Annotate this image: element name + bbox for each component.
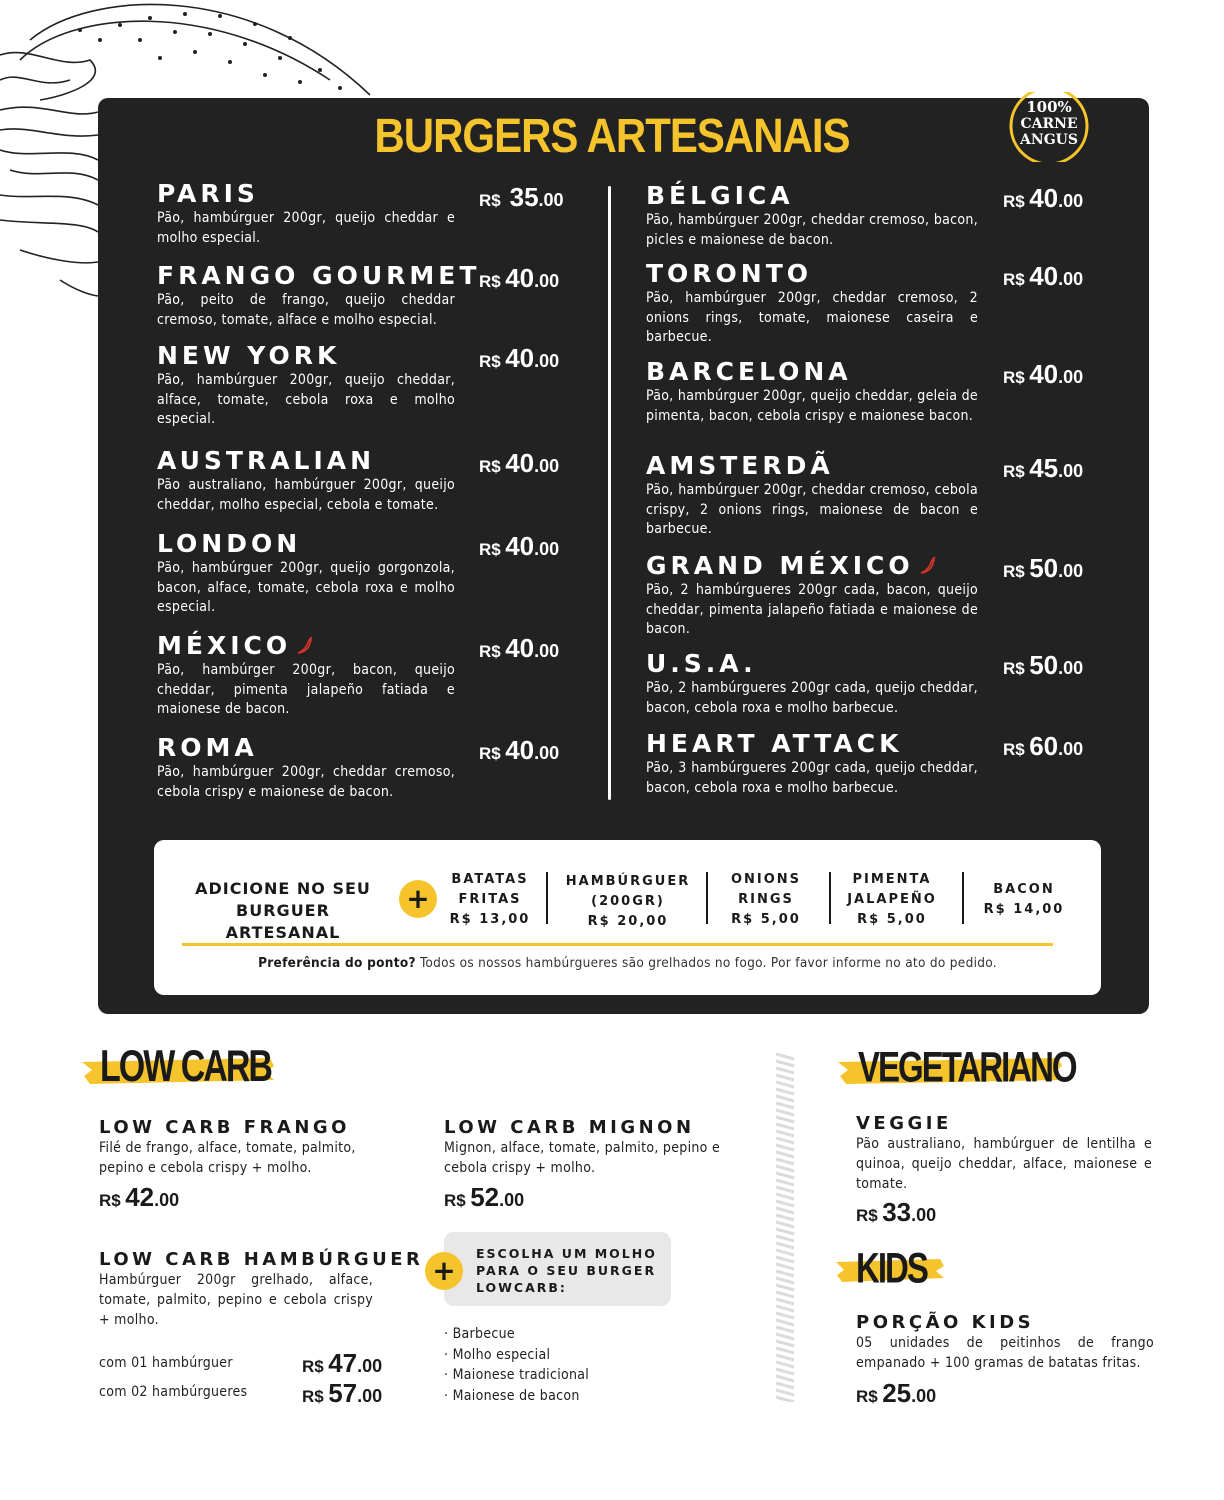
item-name: LOW CARB FRANGO (99, 1117, 350, 1138)
menu-item-roma (157, 734, 455, 802)
item-name: PORÇÃO KIDS (856, 1312, 1035, 1333)
board-title: BURGERS ARTESANAIS (374, 108, 850, 163)
chili-pepper-icon (295, 636, 315, 656)
addon-option-batatas: BATATAS FRITAS R$ 13,00 (449, 872, 531, 927)
item-desc: Pão, hambúrguer 200gr, cheddar cremoso, cebola crispy, 2 onions rings, maionese de bacon e barbecue. (646, 482, 978, 538)
item-name: AMSTERDÃ (646, 451, 834, 480)
angus-stamp-badge (1004, 92, 1094, 162)
menu-item-belgica (646, 182, 978, 250)
option-separator (962, 872, 964, 924)
variant-price: R$ 47.00 (302, 1348, 383, 1378)
menu-item-low-carb-frango (99, 1117, 389, 1179)
item-desc: Pão, 3 hambúrgueres 200gr cada, queijo cheddar, bacon, cebola roxa e molho barbecue. (646, 760, 978, 796)
zigzag-divider (774, 1052, 796, 1402)
doneness-note: Preferência do ponto? Todos os nossos hambúrgueres são grelhados no fogo. Por favor informe no ato do pedido. (258, 955, 997, 971)
item-desc: Pão, hambúrguer 200gr, cheddar cremoso, bacon, picles e maionese de bacon. (646, 212, 978, 248)
item-desc: Pão, peito de frango, queijo cheddar cremoso, tomate, alface e molho especial. (157, 292, 455, 328)
variant-label: com 02 hambúrgueres (99, 1384, 248, 1400)
option-separator (829, 872, 831, 924)
item-name: BARCELONA (646, 357, 852, 386)
item-name: LONDON (157, 529, 302, 558)
item-price: R$ 40.00 (479, 343, 560, 373)
item-desc: Pão, hambúrger 200gr, bacon, queijo cheddar, pimenta jalapeño fatiada e maionese de bacon. (157, 662, 455, 718)
item-desc: Pão, hambúrguer 200gr, queijo cheddar, geleia de pimenta, bacon, cebola crispy e maionese bacon. (646, 388, 978, 424)
menu-item-paris (157, 180, 455, 248)
item-name: GRAND MÉXICO (646, 551, 914, 580)
menu-item-australian (157, 447, 455, 515)
item-name: BÉLGICA (646, 181, 794, 210)
item-price: R$ 40.00 (479, 735, 560, 765)
list-item: · Molho especial (444, 1346, 551, 1363)
item-price: R$ 25.00 (856, 1378, 937, 1408)
addons-title: ADICIONE NO SEU BURGUER ARTESANAL (195, 879, 371, 942)
item-price: R$ 40.00 (479, 448, 560, 478)
item-price: R$ 40.00 (1003, 183, 1084, 213)
section-title-vegetariano: VEGETARIANO (858, 1042, 1076, 1091)
stamp-line-1: 100% (1026, 98, 1072, 116)
item-price: R$ 40.00 (479, 263, 560, 293)
item-price: R$ 42.00 (99, 1182, 180, 1212)
sauce-list (444, 1324, 589, 1406)
menu-item-london (157, 530, 455, 618)
item-desc: Mignon, alface, tomate, palmito, pepino e cebola crispy + molho. (444, 1140, 721, 1176)
plus-icon: + (399, 880, 437, 918)
plus-icon: + (425, 1252, 463, 1290)
menu-item-barcelona (646, 358, 978, 426)
item-name: VEGGIE (856, 1113, 952, 1134)
list-item: · Maionese de bacon (444, 1387, 580, 1404)
menu-item-new-york (157, 342, 455, 430)
variant-label: com 01 hambúrguer (99, 1355, 233, 1371)
item-desc: Pão, hambúrguer 200gr, queijo gorgonzola, bacon, alface, tomate, cebola roxa e molho especial. (157, 560, 455, 616)
menu-item-frango-gourmet (157, 262, 480, 330)
column-divider (608, 186, 611, 800)
item-desc: Pão australiano, hambúrguer de lentilha e quinoa, queijo cheddar, alface, maionese e tomate. (856, 1136, 1152, 1192)
chili-pepper-icon (918, 556, 938, 576)
option-separator (546, 872, 548, 924)
addon-option-onions-rings: ONIONS RINGS R$ 5,00 (730, 872, 802, 927)
menu-item-toronto (646, 260, 978, 348)
addon-option-pimenta: PIMENTA JALAPEÑO R$ 5,00 (847, 872, 937, 927)
menu-item-low-carb-hamburguer (99, 1249, 423, 1330)
menu-item-grand-mexico (646, 552, 978, 640)
menu-item-low-carb-mignon (444, 1117, 734, 1179)
addon-option-bacon: BACON R$ 14,00 (983, 882, 1065, 917)
item-name: HEART ATTACK (646, 729, 903, 758)
item-name: ROMA (157, 733, 258, 762)
menu-item-usa (646, 650, 978, 718)
item-price: R$ 45.00 (1003, 453, 1084, 483)
menu-item-porcao-kids (856, 1312, 1154, 1374)
item-desc: Pão, 2 hambúrgueres 200gr cada, queijo cheddar, bacon, cebola roxa e molho barbecue. (646, 680, 978, 716)
item-desc: Pão, hambúrguer 200gr, cheddar cremoso, 2 onions rings, tomate, maionese caseira e barbecue. (646, 290, 978, 346)
item-desc: Pão, 2 hambúrgueres 200gr cada, bacon, queijo cheddar, pimenta jalapeño fatiada e maionese de bacon. (646, 582, 978, 638)
item-price: R$ 50.00 (1003, 553, 1084, 583)
option-separator (706, 872, 708, 924)
menu-item-amsterda (646, 452, 978, 540)
menu-item-heart-attack (646, 730, 978, 798)
item-name: TORONTO (646, 259, 813, 288)
item-name: AUSTRALIAN (157, 446, 376, 475)
section-title-kids: KIDS (856, 1243, 927, 1292)
item-desc: Hambúrguer 200gr grelhado, alface, tomate, palmito, pepino e cebola crispy + molho. (99, 1272, 373, 1328)
yellow-divider-line (182, 943, 1053, 946)
item-price: R$ 33.00 (856, 1197, 937, 1227)
item-name: LOW CARB HAMBÚRGUER (99, 1249, 424, 1270)
stamp-line-2: CARNE (1020, 116, 1078, 132)
item-desc: 05 unidades de peitinhos de frango empanado + 100 gramas de batatas fritas. (856, 1335, 1154, 1371)
item-price: R$ 35.00 (479, 182, 564, 212)
item-price: R$ 40.00 (1003, 261, 1084, 291)
item-price: R$ 40.00 (479, 633, 560, 663)
list-item: · Barbecue (444, 1326, 515, 1342)
item-name: NEW YORK (157, 341, 341, 370)
item-name: MÉXICO (157, 631, 292, 660)
item-price: R$ 40.00 (1003, 359, 1084, 389)
item-price: R$ 50.00 (1003, 650, 1084, 680)
menu-item-mexico (157, 632, 455, 720)
item-desc: Pão australiano, hambúrguer 200gr, queijo cheddar, molho especial, cebola e tomate. (157, 477, 455, 513)
variant-price: R$ 57.00 (302, 1378, 383, 1408)
item-name: FRANGO GOURMET (157, 261, 481, 290)
item-desc: Pão, hambúrguer 200gr, queijo cheddar e molho especial. (157, 210, 455, 246)
sauce-choice-title: ESCOLHA UM MOLHO PARA O SEU BURGER LOWCARB: (476, 1246, 657, 1295)
item-name: LOW CARB MIGNON (444, 1117, 695, 1138)
stamp-line-3: ANGUS (1020, 132, 1078, 148)
list-item: · Maionese tradicional (444, 1367, 590, 1383)
menu-item-veggie (856, 1113, 1152, 1194)
item-price: R$ 60.00 (1003, 731, 1084, 761)
item-price: R$ 40.00 (479, 531, 560, 561)
item-name: PARIS (157, 179, 259, 208)
item-name: U.S.A. (646, 649, 757, 678)
item-price: R$ 52.00 (444, 1182, 525, 1212)
section-title-low-carb: LOW CARB (100, 1042, 271, 1092)
item-desc: Filé de frango, alface, tomate, palmito, pepino e cebola crispy + molho. (99, 1140, 356, 1176)
item-desc: Pão, hambúrguer 200gr, queijo cheddar, alface, tomate, cebola roxa e molho especial. (157, 372, 455, 428)
addon-option-hamburguer: HAMBÚRGUER (200GR) R$ 20,00 (565, 874, 691, 929)
item-desc: Pão, hambúrguer 200gr, cheddar cremoso, cebola crispy e maionese de bacon. (157, 764, 455, 800)
